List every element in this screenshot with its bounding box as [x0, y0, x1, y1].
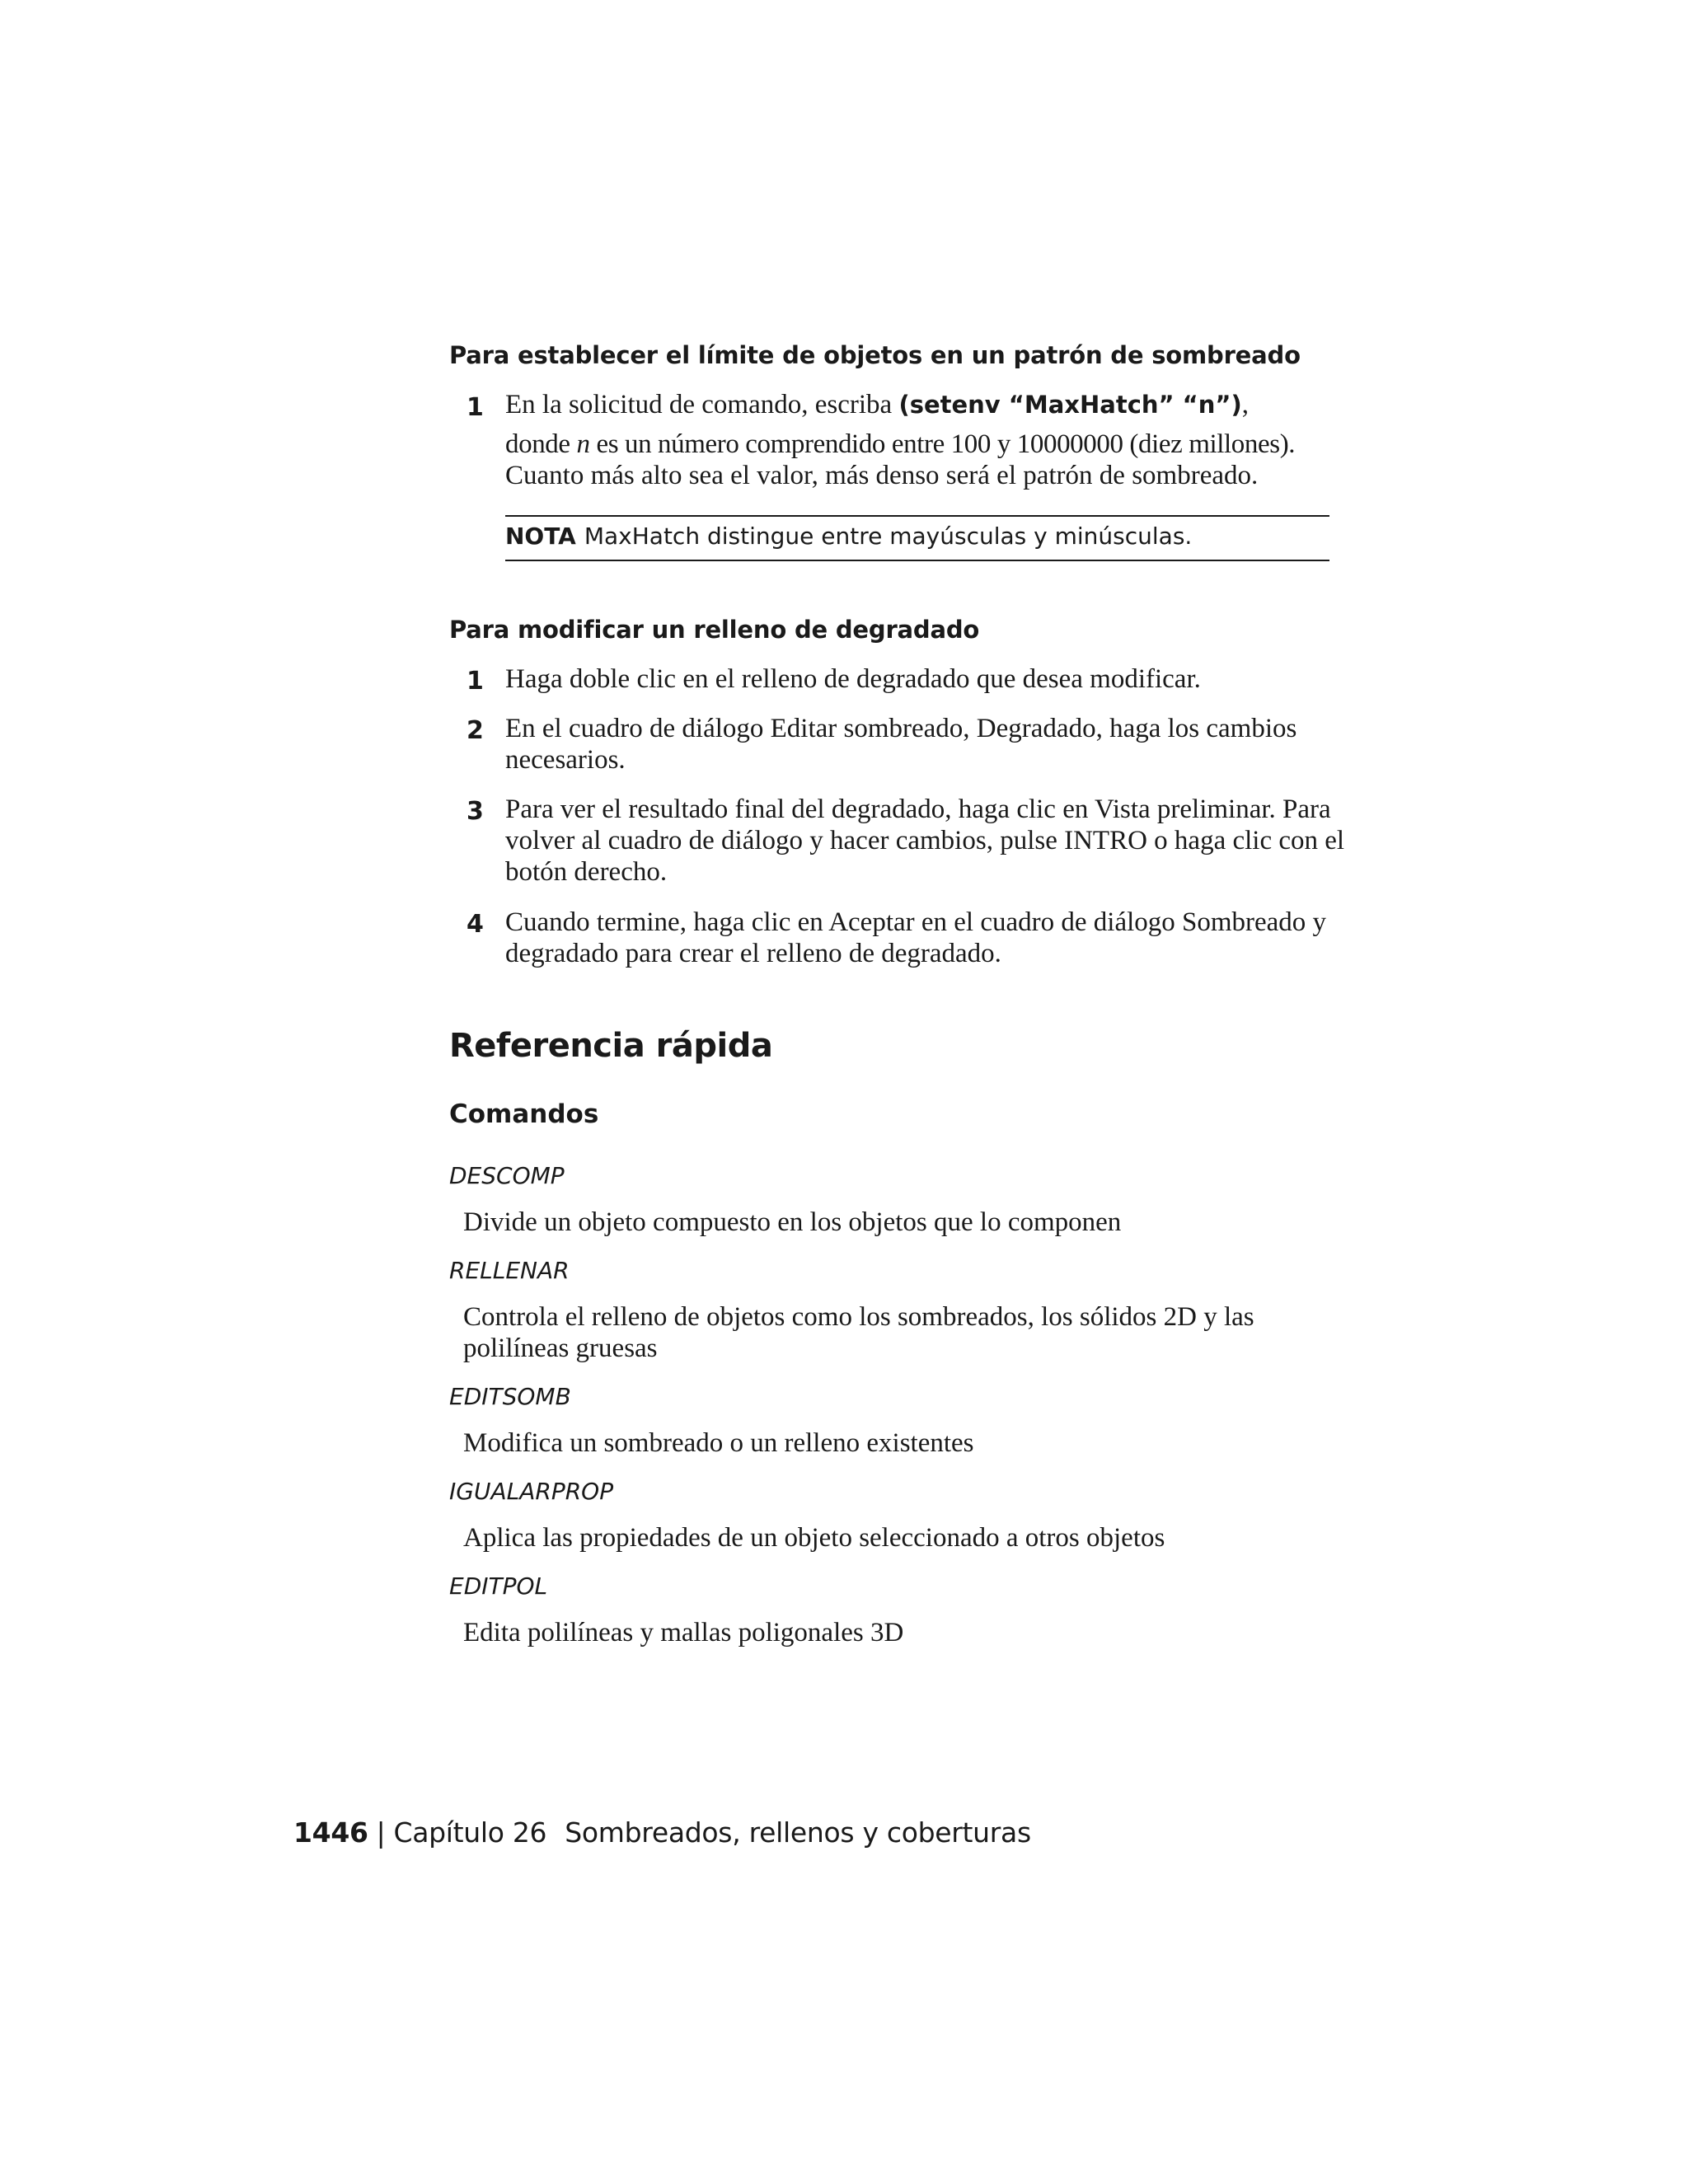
command-name: EDITSOMB: [449, 1383, 571, 1410]
note: [505, 523, 1192, 550]
command-name: IGUALARPROP: [449, 1478, 614, 1505]
step-text: Cuando termine, haga clic en Aceptar en el cuadro de diálogo Sombreado y degradado para crear el relleno de degradado.: [505, 907, 1327, 968]
variable-text: n: [576, 429, 590, 459]
commands-heading: Comandos: [449, 1099, 599, 1129]
command-description: Controla el relleno de objetos como los sombreados, los sólidos 2D y las polilíneas gruesas: [463, 1302, 1254, 1363]
step-number: 1: [467, 667, 484, 696]
step-number: 4: [467, 910, 484, 939]
command-description: Aplica las propiedades de un objeto seleccionado a otros objetos: [463, 1523, 1165, 1553]
footer-separator: |: [376, 1816, 386, 1849]
step-text: Haga doble clic en el relleno de degradado que desea modificar.: [505, 664, 1201, 694]
step-text: En el cuadro de diálogo Editar sombreado, Degradado, haga los cambios necesarios.: [505, 714, 1297, 775]
command-description: Edita polilíneas y mallas poligonales 3D: [463, 1618, 904, 1647]
page-number: 1446: [293, 1816, 368, 1849]
page-footer: [293, 1816, 1031, 1849]
step-number: 3: [467, 797, 484, 826]
step-number: 1: [467, 393, 484, 422]
step-text: [505, 389, 1346, 491]
note-label: NOTA: [505, 523, 576, 550]
command-description: Modifica un sombreado o un relleno existentes: [463, 1428, 974, 1458]
note-top-rule: [505, 515, 1329, 517]
note-text: MaxHatch distingue entre mayúsculas y minúsculas.: [584, 523, 1193, 550]
quick-reference-heading: Referencia rápida: [449, 1027, 773, 1065]
step-line: [505, 429, 1346, 460]
chapter-label: Capítulo 26: [393, 1816, 547, 1849]
step-line: Cuanto más alto sea el valor, más denso será el patrón de sombreado.: [505, 461, 1259, 490]
command-name: RELLENAR: [449, 1257, 570, 1284]
step-text-suffix: ,: [1241, 390, 1249, 419]
command-description: Divide un objeto compuesto en los objetos que lo componen: [463, 1207, 1122, 1237]
step-text-rest: es un número comprendido entre 100 y 10000000 (diez millones).: [589, 429, 1296, 459]
command-text: (setenv “MaxHatch” “n”): [898, 391, 1242, 419]
command-name: EDITPOL: [449, 1572, 548, 1600]
step-text-prefix: En la solicitud de comando, escriba: [505, 390, 899, 419]
step-text: Para ver el resultado final del degradado, haga clic en Vista preliminar. Para volver al cuadro de diálogo y hacer cambios, pulse INTRO o haga clic con el botón derecho.: [505, 794, 1345, 887]
step-line: [505, 389, 1346, 420]
chapter-title: Sombreados, rellenos y coberturas: [565, 1816, 1031, 1849]
command-name: DESCOMP: [449, 1162, 565, 1189]
procedure-title-gradient: Para modificar un relleno de degradado: [449, 616, 980, 644]
step-text-prefix: donde: [505, 429, 577, 459]
note-bottom-rule: [505, 560, 1329, 561]
procedure-title-hatch-limit: Para establecer el límite de objetos en un patrón de sombreado: [449, 341, 1301, 369]
step-number: 2: [467, 716, 484, 745]
